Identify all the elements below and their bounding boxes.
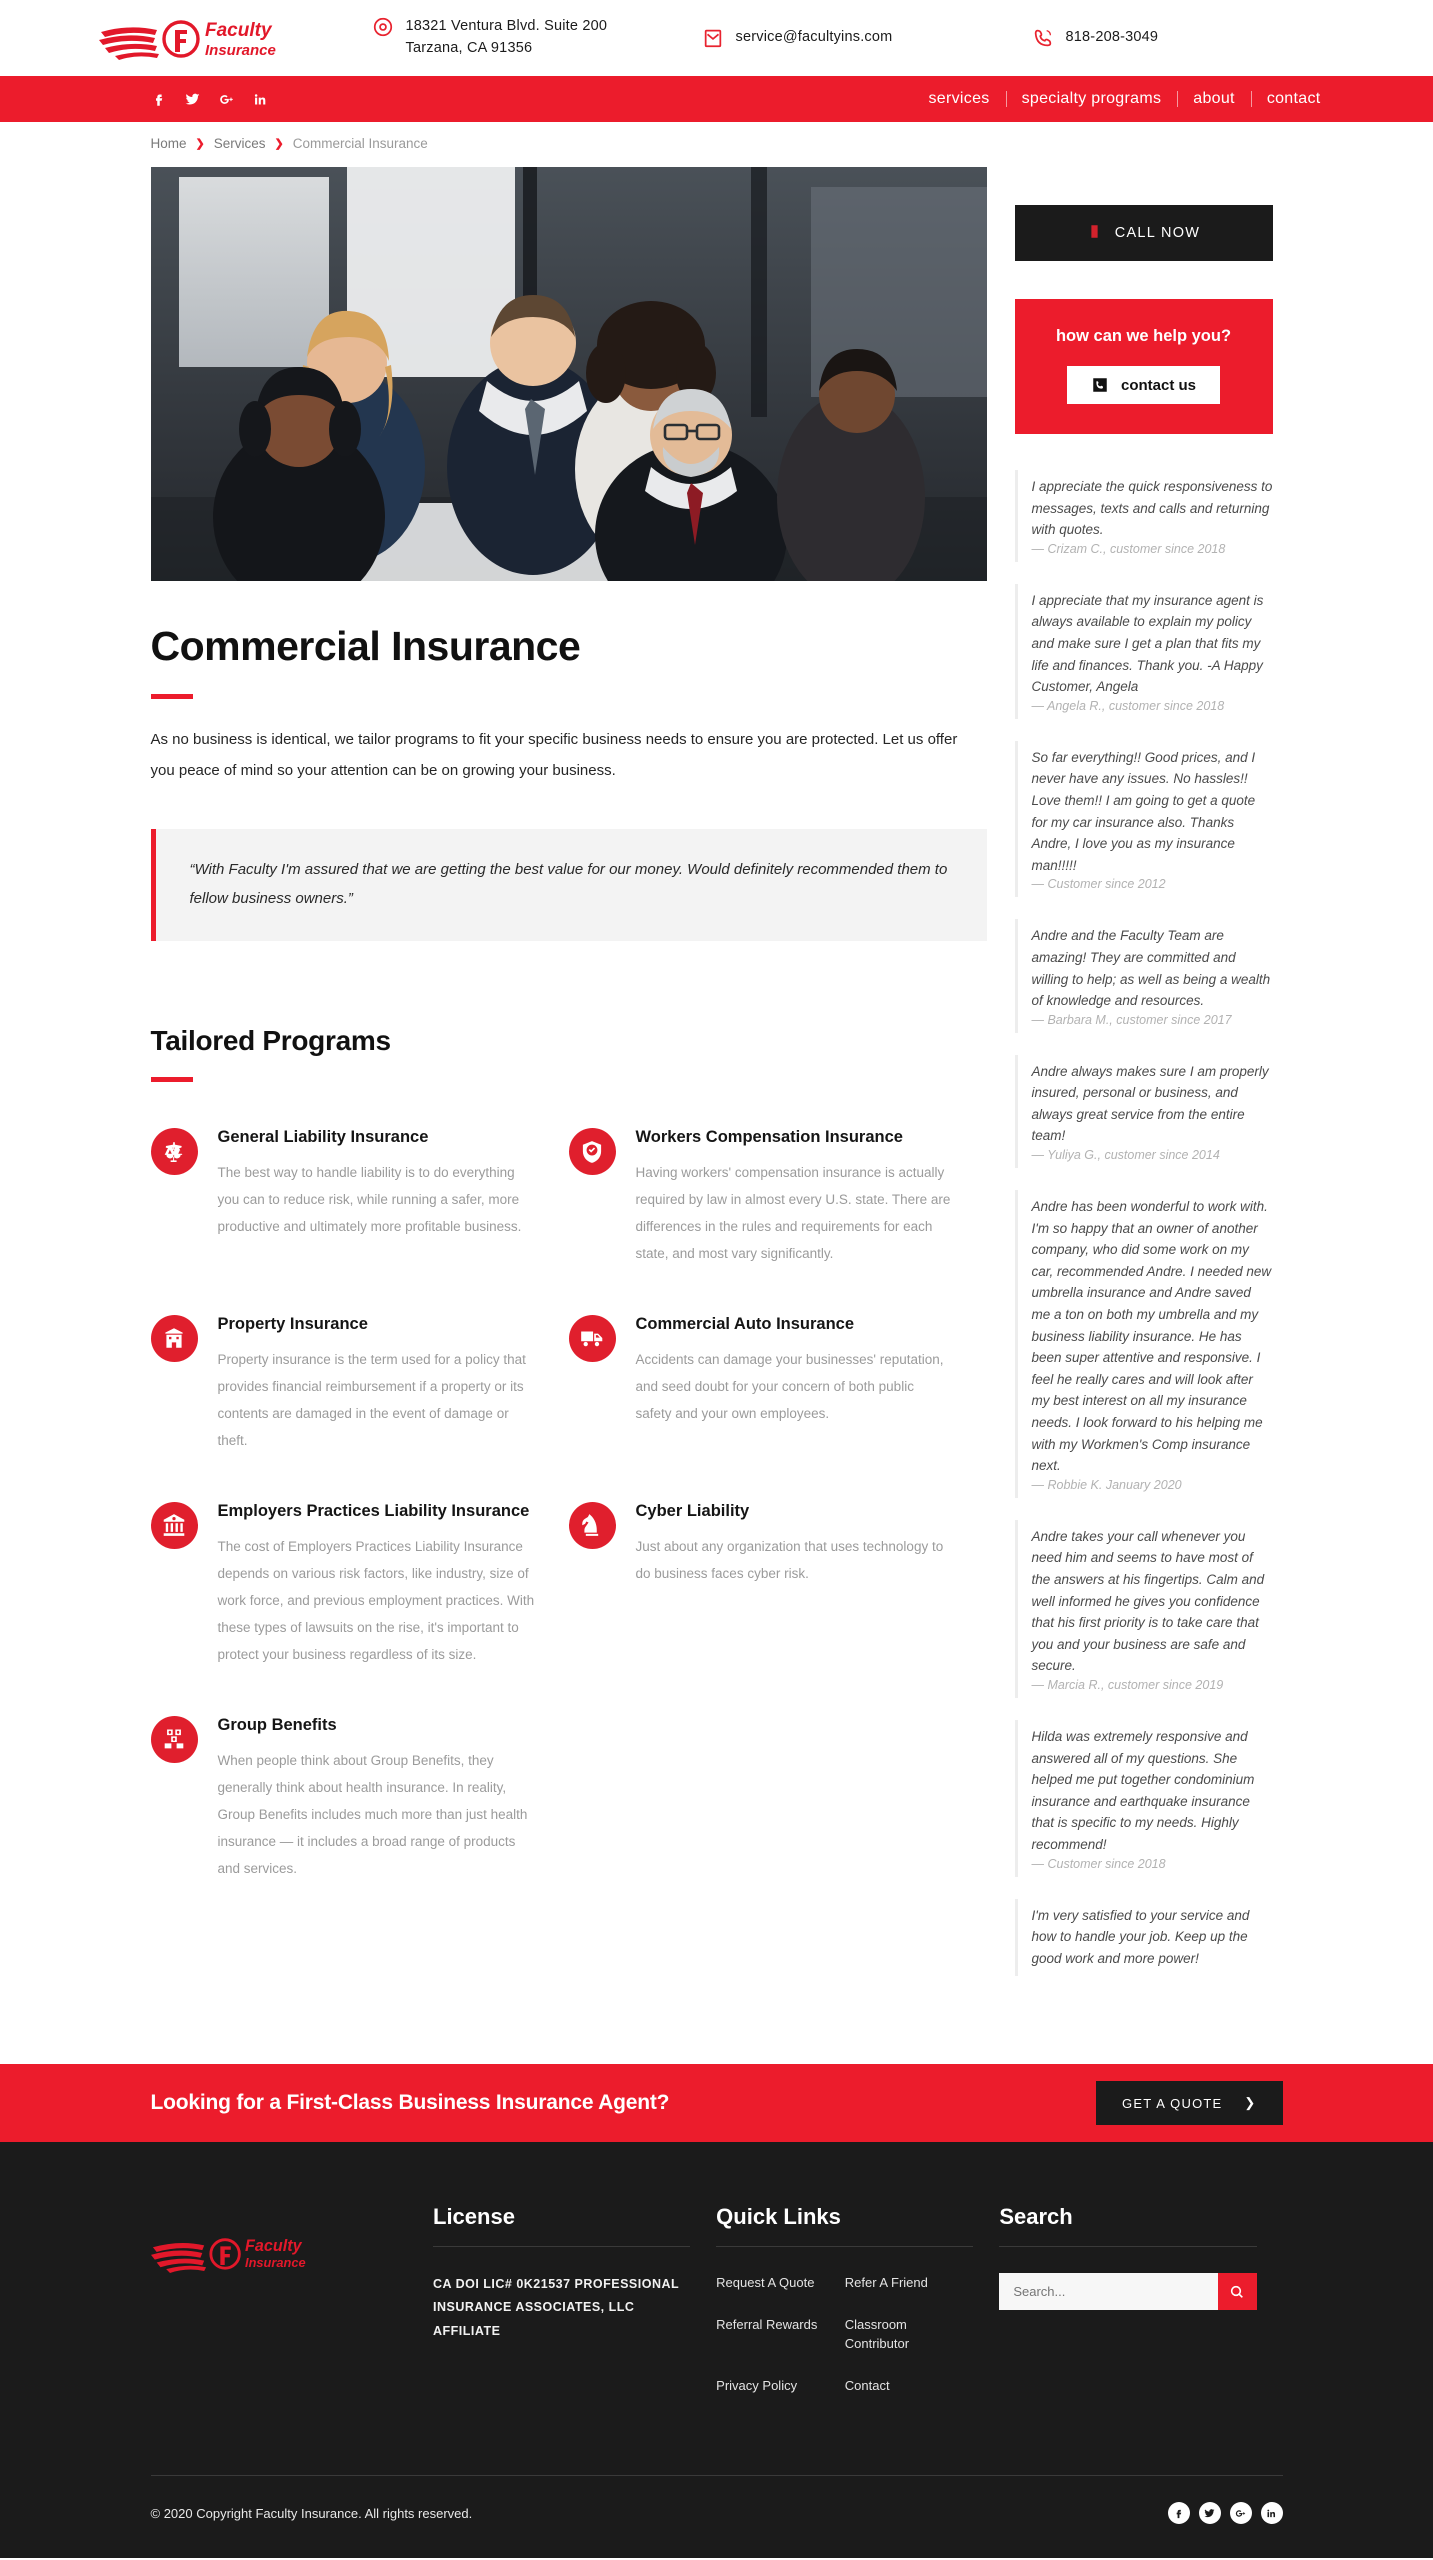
section-underline (151, 1077, 193, 1082)
service-title: Commercial Auto Insurance (635, 1314, 855, 1333)
svg-text:Faculty: Faculty (244, 2237, 302, 2256)
nav-item-specialty-programs[interactable]: specialty programs (1006, 90, 1178, 108)
svg-text:Insurance: Insurance (204, 42, 276, 59)
twitter-icon[interactable] (185, 92, 200, 107)
get-a-quote-button[interactable] (1096, 2081, 1282, 2125)
divider (999, 2246, 1256, 2247)
call-now-button[interactable] (1015, 205, 1273, 261)
envelope-icon (702, 27, 724, 49)
title-underline (151, 694, 193, 699)
chevron-right-icon: ❯ (274, 138, 284, 150)
help-box (1015, 299, 1273, 434)
service-card[interactable] (569, 1500, 987, 1714)
breadcrumb-services[interactable]: Services (213, 136, 266, 151)
twitter-icon[interactable] (1199, 2502, 1221, 2524)
main-navigation-bar (0, 76, 1433, 122)
testimonial-attribution: — Customer since 2018 (1031, 1856, 1166, 1871)
testimonial-attribution: — Yuliya G., customer since 2014 (1031, 1148, 1220, 1163)
testimonial-item (1015, 1520, 1273, 1698)
phone-icon (1091, 376, 1109, 394)
site-footer (0, 2142, 1433, 2558)
cta-banner (0, 2064, 1433, 2142)
testimonial-attribution: — Crizam C., customer since 2018 (1031, 541, 1226, 556)
service-card[interactable] (151, 1126, 569, 1313)
site-logo[interactable] (97, 12, 312, 64)
service-card[interactable] (151, 1313, 569, 1500)
license-text: CA DOI LIC# 0K21537 PROFESSIONAL INSURANCE ASSOCIATES, LLC AFFILIATE (433, 2277, 679, 2338)
svg-text:Insurance: Insurance (244, 2255, 306, 2271)
service-title: Cyber Liability (635, 1501, 750, 1520)
quick-link-privacy-policy[interactable]: Privacy Policy (716, 2377, 798, 2393)
service-description: Having workers' compensation insurance is actually required by law in almost every U.S. state. There are differences in the rules and requirements for each state, and most vary significantly. (635, 1164, 951, 1261)
google-plus-icon[interactable] (1230, 2502, 1252, 2524)
google-plus-icon[interactable] (219, 92, 234, 107)
service-description: Just about any organization that uses technology to do business faces cyber risk. (635, 1538, 944, 1581)
footer-quick-links-heading: Quick Links (716, 2204, 841, 2230)
address-line-2: Tarzana, CA 91356 (405, 40, 533, 56)
phone-icon (1032, 27, 1054, 49)
nav-item-services[interactable]: services (928, 90, 990, 107)
building-icon (151, 1315, 198, 1362)
service-card[interactable] (151, 1500, 569, 1714)
quick-link-classroom-contributor[interactable]: Classroom Contributor (844, 2316, 910, 2352)
testimonial-text: Hilda was extremely responsive and answered all of my questions. She helped me put together condominium insurance and earthquake insurance that is specific to my needs. Highly recommend! (1031, 1728, 1255, 1852)
quick-link-contact[interactable]: Contact (844, 2377, 890, 2393)
pull-quote-text: “With Faculty I'm assured that we are getting the best value for our money. Would definitely recommended them to fellow business owners.” (189, 860, 948, 907)
facebook-icon[interactable] (1168, 2502, 1190, 2524)
testimonial-text: So far everything!! Good prices, and I never have any issues. No hassles!! Love them!! I am going to get a quote for my car insurance also. Thanks Andre, I love you as my insurance man!!!!! (1031, 749, 1256, 873)
service-description: When people think about Group Benefits, they generally think about health insurance. In reality, Group Benefits includes much more than just health insurance — it includes a broad range of products and services. (217, 1752, 528, 1876)
testimonials-list (1015, 470, 1273, 1976)
cta-headline: Looking for a First-Class Business Insurance Agent? (150, 2091, 670, 2115)
breadcrumb (97, 122, 1337, 161)
nav-item-contact[interactable]: contact (1251, 90, 1337, 108)
testimonial-attribution: — Marcia R., customer since 2019 (1031, 1677, 1224, 1692)
service-title: General Liability Insurance (217, 1128, 429, 1146)
help-box-title: how can we help you? (1055, 327, 1232, 345)
services-grid (151, 1126, 987, 1928)
location-pin-icon (372, 16, 394, 38)
get-a-quote-label: GET A QUOTE (1122, 2095, 1223, 2111)
search-input[interactable] (999, 2273, 1217, 2310)
main-content (151, 167, 987, 1928)
service-card[interactable] (151, 1714, 569, 1928)
service-title: Group Benefits (217, 1715, 337, 1734)
service-card[interactable] (569, 1126, 987, 1313)
shield-check-icon (569, 1128, 616, 1175)
bank-icon (151, 1502, 198, 1549)
call-now-label: CALL NOW (1114, 225, 1201, 241)
testimonial-text: Andre takes your call whenever you need him and seems to have most of the answers at his fingertips. Calm and well informed he gives you confidence that his first priority is to take care that you and your business are safe and secure. (1031, 1528, 1265, 1674)
truck-icon (569, 1315, 616, 1362)
office-address (372, 16, 702, 60)
testimonial-text: I'm very satisfied to your service and how to handle your job. Keep up the good work and more power! (1031, 1907, 1250, 1966)
copyright-text: © 2020 Copyright Faculty Insurance. All rights reserved. (150, 2505, 473, 2521)
linkedin-icon[interactable] (253, 92, 268, 107)
quick-link-request-a-quote[interactable]: Request A Quote (716, 2275, 815, 2291)
testimonial-item (1015, 584, 1273, 719)
quick-link-referral-rewards[interactable]: Referral Rewards (716, 2316, 818, 2332)
testimonial-text: I appreciate the quick responsiveness to messages, texts and calls and returning with quotes. (1031, 479, 1273, 538)
service-title: Employers Practices Liability Insurance (217, 1501, 530, 1520)
divider (433, 2246, 690, 2247)
phone-contact[interactable] (1032, 27, 1282, 49)
testimonial-text: Andre has been wonderful to work with. I'm so happy that an owner of another company, who did some work on my car, recommended Andre. I needed new umbrella insurance and Andre saved me a ton on both my umbrella and my business liability insurance. He has been super attentive and responsive. I feel he really cares and will look after my best interest on all my insurance needs. I look forward to his helping me with my Workmen's Comp insurance next. (1031, 1199, 1272, 1474)
search-icon (1229, 2284, 1245, 2300)
testimonial-item (1015, 919, 1273, 1032)
svg-text:Faculty: Faculty (204, 20, 272, 41)
service-title: Property Insurance (217, 1314, 368, 1333)
footer-quick-links-column (716, 2204, 999, 2417)
footer-search-column (999, 2204, 1282, 2417)
contact-us-label: contact us (1120, 376, 1196, 394)
footer-logo[interactable] (151, 2204, 434, 2417)
testimonial-text: I appreciate that my insurance agent is always available to explain my policy and make sure I get a plan that fits my life and finances. Thank you. -A Happy Customer, Angela (1031, 592, 1264, 695)
nav-item-about[interactable]: about (1177, 90, 1251, 108)
scales-icon (151, 1128, 198, 1175)
contact-us-button[interactable] (1067, 366, 1220, 404)
breadcrumb-home[interactable]: Home (150, 136, 187, 151)
testimonial-attribution: — Barbara M., customer since 2017 (1031, 1012, 1232, 1027)
footer-license-heading: License (433, 2204, 515, 2230)
service-title: Workers Compensation Insurance (635, 1128, 903, 1146)
service-description: The cost of Employers Practices Liability Insurance depends on various risk factors, like industry, size of work force, and previous employment practices. With these types of lawsuits on the rise, it's important to protect your business regardless of its size. (217, 1538, 535, 1662)
testimonial-item (1015, 470, 1273, 562)
testimonial-item (1015, 1055, 1273, 1168)
service-description: Accidents can damage your businesses' reputation, and seed doubt for your concern of both public safety and your own employees. (635, 1351, 944, 1421)
footer-social-links (1168, 2502, 1283, 2524)
testimonial-item (1015, 1190, 1273, 1498)
address-line-1: 18321 Ventura Blvd. Suite 200 (405, 18, 608, 35)
linkedin-icon[interactable] (1261, 2502, 1283, 2524)
testimonial-attribution: — Angela R., customer since 2018 (1031, 698, 1225, 713)
footer-search-heading: Search (999, 2204, 1073, 2230)
phone-receiver-icon (1087, 224, 1102, 242)
testimonial-text: Andre and the Faculty Team are amazing! They are committed and willing to help; as well as being a wealth of knowledge and resources. (1031, 928, 1271, 1009)
testimonial-text: Andre always makes sure I am properly insured, personal or business, and always great service from the entire team! (1031, 1063, 1269, 1144)
top-bar (0, 0, 1433, 76)
quick-link-refer-a-friend[interactable]: Refer A Friend (844, 2275, 928, 2291)
testimonial-item (1015, 741, 1273, 898)
page-title: Commercial Insurance (150, 623, 581, 669)
testimonial-attribution: — Customer since 2012 (1031, 877, 1166, 892)
intro-paragraph: As no business is identical, we tailor programs to fit your specific business needs to ensure you are protected. Let us offer you peace of mind so your attention can be on growing your business. (150, 731, 958, 779)
sidebar (1015, 167, 1273, 1998)
service-card[interactable] (569, 1313, 987, 1500)
email-address: service@facultyins.com (735, 29, 893, 46)
testimonial-attribution: — Robbie K. January 2020 (1031, 1477, 1182, 1492)
breadcrumb-current: Commercial Insurance (292, 136, 428, 151)
phone-number: 818-208-3049 (1065, 29, 1159, 46)
chess-knight-icon (569, 1502, 616, 1549)
group-people-icon (151, 1716, 198, 1763)
header-social-links (97, 92, 268, 107)
primary-nav (912, 90, 1336, 108)
footer-license-column (433, 2204, 716, 2417)
pull-quote (151, 829, 987, 942)
email-contact[interactable] (702, 27, 1032, 49)
testimonial-item (1015, 1720, 1273, 1877)
facebook-icon[interactable] (151, 92, 166, 107)
service-description: The best way to handle liability is to do everything you can to reduce risk, while running a safer, more productive and ultimately more profitable business. (217, 1164, 522, 1234)
divider (716, 2246, 973, 2247)
hero-image (151, 167, 987, 581)
chevron-right-icon: ❯ (1244, 2095, 1257, 2111)
section-title-tailored-programs: Tailored Programs (150, 1025, 391, 1056)
chevron-right-icon: ❯ (195, 138, 205, 150)
testimonial-item (1015, 1899, 1273, 1977)
search-button[interactable] (1218, 2273, 1257, 2310)
service-description: Property insurance is the term used for a policy that provides financial reimbursement if a property or its contents are damaged in the event of damage or theft. (217, 1351, 526, 1448)
